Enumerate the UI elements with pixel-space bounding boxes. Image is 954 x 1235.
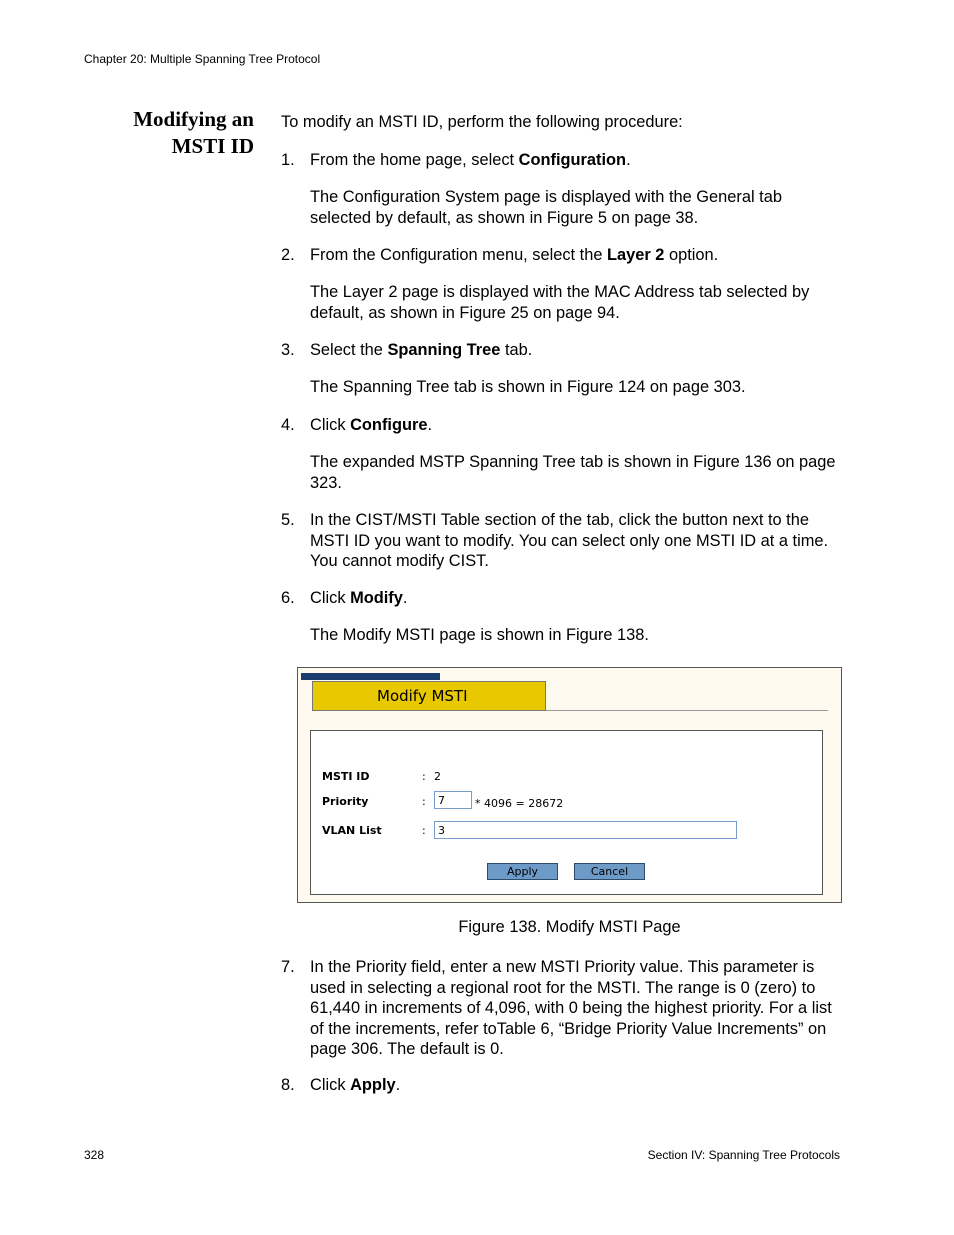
section-title-line2: MSTI ID bbox=[171, 134, 254, 158]
step-note: The Layer 2 page is displayed with the MAC Address tab selected by default, as shown in Figure 25 on page 94. bbox=[310, 283, 810, 322]
priority-input[interactable]: 7 bbox=[434, 791, 472, 809]
msti-id-value: 2 bbox=[434, 770, 441, 783]
step-note: The Configuration System page is displayed with the General tab selected by default, as shown in Figure 5 on page 38. bbox=[310, 188, 782, 227]
tab-divider bbox=[546, 710, 828, 711]
modify-msti-panel bbox=[310, 730, 823, 895]
step-number: 8. bbox=[281, 1076, 295, 1094]
msti-id-colon: : bbox=[422, 770, 426, 783]
step-number: 2. bbox=[281, 246, 295, 264]
figure-caption: Figure 138. Modify MSTI Page bbox=[458, 918, 681, 936]
vlan-list-input[interactable]: 3 bbox=[434, 821, 737, 839]
step-text: From the Configuration menu, select the Layer 2 option. bbox=[310, 246, 719, 264]
priority-colon: : bbox=[422, 795, 426, 808]
step-text: Click Modify. bbox=[310, 589, 408, 607]
msti-id-label: MSTI ID bbox=[322, 770, 370, 783]
step-number: 4. bbox=[281, 416, 295, 434]
step-note: The Spanning Tree tab is shown in Figure 124 on page 303. bbox=[310, 378, 746, 396]
page-number: 328 bbox=[84, 1148, 105, 1162]
step-number: 6. bbox=[281, 589, 295, 607]
priority-multiplier: * 4096 = 28672 bbox=[475, 797, 564, 810]
step-text: In the Priority field, enter a new MSTI Priority value. This parameter is used in selecting a regional root for the MSTI. The range is 0 (zero) to 61,440 in increments of 4,096, with 0 being the highest priority. For a list of the increments, refer toTable 6, “Bridge Priority Value Increments” on page 306. The default is 0. bbox=[310, 958, 832, 1058]
step-text: From the home page, select Configuration. bbox=[310, 151, 631, 169]
intro-text: To modify an MSTI ID, perform the following procedure: bbox=[281, 113, 683, 131]
footer-section: Section IV: Spanning Tree Protocols bbox=[647, 1148, 840, 1162]
step-number: 1. bbox=[281, 151, 295, 169]
vlan-list-label: VLAN List bbox=[322, 824, 382, 837]
modify-msti-tab[interactable]: Modify MSTI bbox=[312, 681, 546, 711]
step-text: In the CIST/MSTI Table section of the tab, click the button next to the MSTI ID you want to modify. You can select only one MSTI ID at a time. You cannot modify CIST. bbox=[310, 511, 829, 570]
step-number: 3. bbox=[281, 341, 295, 359]
step-number: 5. bbox=[281, 511, 295, 529]
step-note: The Modify MSTI page is shown in Figure 138. bbox=[310, 626, 649, 644]
cancel-button[interactable]: Cancel bbox=[574, 863, 645, 880]
step-number: 7. bbox=[281, 958, 295, 976]
chapter-header: Chapter 20: Multiple Spanning Tree Protocol bbox=[84, 52, 321, 66]
section-title-line1: Modifying an bbox=[133, 107, 254, 131]
apply-button[interactable]: Apply bbox=[487, 863, 558, 880]
figure-top-bar bbox=[301, 673, 440, 680]
step-note: The expanded MSTP Spanning Tree tab is shown in Figure 136 on page 323. bbox=[310, 453, 836, 492]
priority-label: Priority bbox=[322, 795, 369, 808]
section-title bbox=[60, 106, 254, 160]
modify-msti-figure bbox=[297, 667, 842, 903]
vlan-list-colon: : bbox=[422, 824, 426, 837]
step-text: Click Configure. bbox=[310, 416, 433, 434]
step-text: Click Apply. bbox=[310, 1076, 401, 1094]
step-text: Select the Spanning Tree tab. bbox=[310, 341, 533, 359]
